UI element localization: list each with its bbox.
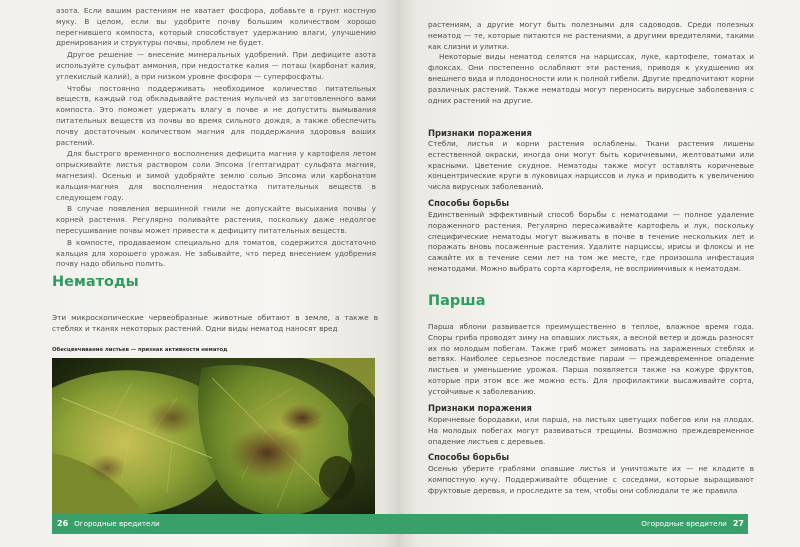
- page-number: 27: [732, 519, 744, 528]
- scab-text-body: Парша яблони развивается преимущественно в теплое, влажное время года. Споры гриба проводят зиму на опавших листьях, а весной ветер и дождь разносят их по молодым побегам. Также гриб может зимовать на зараженных стеблях и ветвях. Наиболее серьезное последствие парши — преждевременное опадение листьев и уменьшение урожая. Парша появляется также на кожуре фруктов, которые при этом все же можно есть. Для профилактики высаживайте сорта, устойчивые к заболеванию.: [428, 322, 754, 396]
- page-number: 26: [57, 519, 69, 528]
- signs-text-nematodes-body: Стебли, листья и корни растения ослаблены. Ткани растения лишены естественной окраски, иногда они могут быть коричневыми, желтоватыми или красными. Цветение скудное. Нематоды также могут оставлять коричневые концентрические круги в луковицах нарциссов и лука и приводить к увеличению числа вирусных заболеваний.: [428, 139, 754, 192]
- left-body-text: [56, 6, 376, 271]
- methods-text-nematodes-body: Единственный эффективный способ борьбы с нематодами — полное удаление пораженного растения. Регулярно пересаживайте картофель и лук, поскольку специфические нематоды могут выживать в почве в течение нескольких лет и поражать вновь посаженные растения. Удалите нарциссы, ирисы и флоксы и не сажайте их в течение семи лет на том же месте, где произошла инфестация нематодами. Можно выбрать сорта картофеля, не восприимчивых к нематодам.: [428, 210, 754, 273]
- page-footer-left: [52, 514, 400, 534]
- nematodes-heading: Нематоды: [52, 274, 139, 290]
- leaf-photo: [52, 358, 375, 518]
- page-footer-right: [400, 514, 748, 534]
- paragraph: В случае появления вершинной гнили не допускайте высыхания почвы у корней растения. Регулярно поливайте растения, поскольку даже недолгое пересушивание почвы может привести к дефициту питательных веществ.: [56, 204, 376, 235]
- signs-text-scab-body: Коричневые бородавки, или парша, на листьях цветущих побегов или на плодах. На молодых побегах могут развиваться трещины. Возможно преждевременное опадение листьев с деревьев.: [428, 415, 754, 446]
- paragraph: Другое решение — внесение минеральных удобрений. При дефиците азота используйте сульфат аммония, при недостатке калия — поташ (карбонат калия, углекислый калий), а при низком уровне фосфора — суперфосфаты.: [56, 50, 376, 81]
- scab-heading: Парша: [428, 293, 486, 309]
- paragraph: азота. Если вашим растениям не хватает фосфора, добавьте в грунт костную муку. В целом, если вы удобрите почву большим количеством хорошо перегнившего компоста, который способствует удержанию влаги, улучшению дренирования и структуры почвы, проблем не будет.: [56, 6, 376, 48]
- methods-text-scab: [428, 464, 754, 496]
- signs-text-scab: [428, 415, 754, 447]
- leaf-illustration: [52, 358, 375, 518]
- methods-heading-nematodes: Способы борьбы: [428, 198, 510, 208]
- footer-section-title: Огородные вредители: [74, 519, 160, 528]
- right-page: [400, 0, 800, 547]
- nematodes-intro-text: Эти микроскопические червеобразные животные обитают в земле, а также в стеблях и тканях некоторых растений. Одни виды нематод наносят вред: [52, 313, 378, 333]
- photo-caption: Обесцвечивание листьев — признак активности нематод: [52, 347, 228, 353]
- paragraph: Для быстрого временного восполнения дефицита магния у картофеля летом опрыскивайте листья раствором соли Эпсома (гептагидрат сульфата магния, магнезия). Осенью и зимой удобряйте землю солью Эпсома или карбонатом кальция-магния для восполнения недостатка питательных веществ в следующем году.: [56, 149, 376, 202]
- continuation-text: растениям, а другие могут быть полезными для садоводов. Среди полезных нематод — те, которые питаются не растениями, а другими вредителями, такими как слизни и улитки.: [428, 20, 754, 51]
- paragraph: В компосте, продаваемом специально для томатов, содержится достаточно кальция для хорошего урожая. Не забывайте, что перед внесением удобрения почву надо обильно полить.: [56, 237, 376, 269]
- nematode-paragraph: Некоторые виды нематод селятся на нарциссах, луке, картофеле, томатах и флоксах. Они постепенно ослабляют эти растения, приводя к ухудшению их внешнего вида и плодоносности или к полной гибели. Другие предпочитают корни различных растений. Также нематоды могут переносить вирусные заболевания с одних растений на другие.: [428, 52, 754, 105]
- scab-text: [428, 322, 754, 398]
- signs-heading-scab: Признаки поражения: [428, 403, 532, 413]
- methods-heading-scab: Способы борьбы: [428, 452, 510, 462]
- footer-section-title: Огородные вредители: [641, 519, 727, 528]
- methods-text-scab-body: Осенью уберите граблями опавшие листья и уничтожьте их — не кладите в компостную кучу. Поддерживайте общение с соседями, которые выращивают фруктовые деревья, и проследите за тем, чтобы они соблюдали те же правила: [428, 464, 754, 495]
- methods-text-nematodes: [428, 210, 754, 275]
- nematodes-intro: [52, 313, 378, 335]
- nematodes-continuation: [428, 20, 754, 106]
- paragraph: Чтобы постоянно поддерживать необходимое количество питательных веществ, каждый год обкладывайте растения мульчей из заготовленного вами компоста. Это поможет удержать влагу в почве и не допустить вымывания питательных веществ из почвы во время сильного дождя, а также обеспечить почву достаточным количеством магния для поддержания здоровья ваших растений.: [56, 83, 376, 147]
- signs-heading-nematodes: Признаки поражения: [428, 128, 532, 138]
- signs-text-nematodes: [428, 139, 754, 193]
